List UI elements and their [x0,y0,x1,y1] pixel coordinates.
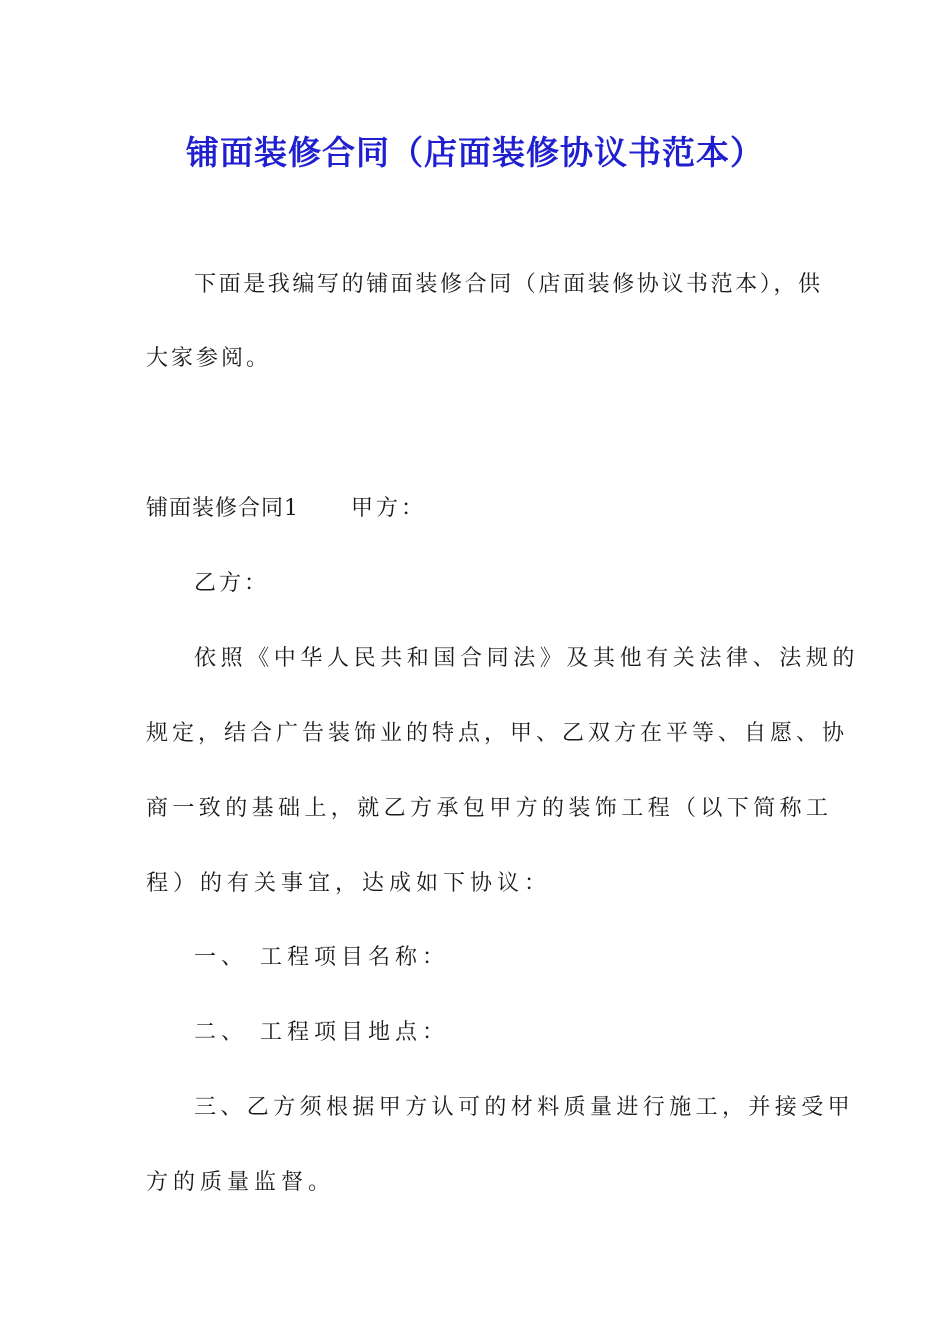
clause-intro-line-1: 依照《中华人民共和国合同法》及其他有关法律、法规的 [194,646,860,671]
intro-line-2: 大家参阅。 [146,346,272,371]
party-b-label: 乙方： [194,571,270,596]
clause-intro-line-4: 程）的有关事宜，达成如下协议： [146,871,552,896]
contract-heading: 铺面装修合同1 [146,496,299,521]
contract-heading-row [146,494,426,524]
item-material-line-1: 三、乙方须根据甲方认可的材料质量进行施工，并接受甲 [194,1095,855,1120]
intro-line-1: 下面是我编写的铺面装修合同（店面装修协议书范本），供 [194,272,823,297]
item-project-name: 一、 工程项目名称： [194,945,449,970]
item-material-line-2: 方的质量监督。 [146,1170,336,1195]
item-project-location: 二、 工程项目地点： [194,1020,449,1045]
party-a-label: 甲方： [351,496,427,521]
clause-intro-line-3: 商一致的基础上，就乙方承包甲方的装饰工程（以下简称工 [146,796,833,821]
document-title: 铺面装修合同（店面装修协议书范本） [186,133,764,172]
clause-intro-line-2: 规定，结合广告装饰业的特点，甲、乙双方在平等、自愿、协 [146,721,849,746]
